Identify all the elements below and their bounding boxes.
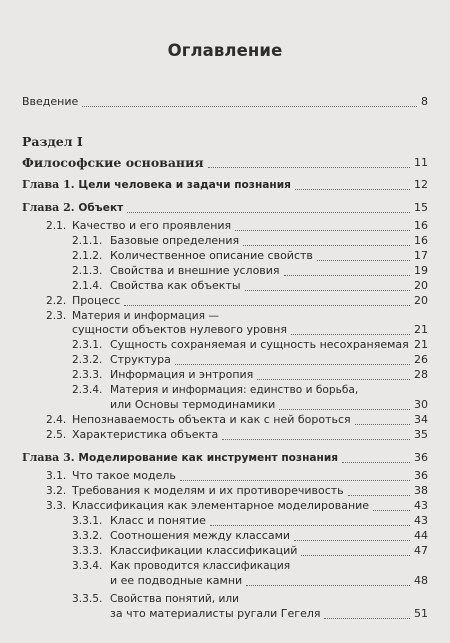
toc-entry-label: сущности объектов нулевого уровня	[72, 323, 287, 336]
toc-entry-number: 2.3.1.	[72, 339, 103, 351]
dot-leader	[355, 424, 410, 425]
toc-entry[interactable]	[0, 514, 450, 528]
dot-leader	[180, 480, 410, 481]
dot-leader	[342, 462, 410, 463]
toc-page-number: 36	[414, 469, 428, 482]
toc-entry-number: 3.3.1.	[72, 515, 103, 527]
toc-entry-number: 3.1.	[46, 470, 67, 482]
toc-page-number: 21	[414, 323, 428, 336]
toc-entry-number: 2.1.3.	[72, 265, 103, 277]
toc-page-number: 44	[414, 529, 428, 542]
chapter-title: Моделирование как инструмент познания	[78, 452, 339, 464]
toc-entry[interactable]	[0, 413, 450, 427]
dot-leader	[124, 305, 410, 306]
toc-entry-intro[interactable]	[0, 95, 450, 109]
page-title: Оглавление	[167, 41, 283, 60]
toc-page-number: 48	[414, 574, 428, 587]
dot-leader	[243, 245, 410, 246]
toc-page-number: 17	[414, 249, 428, 262]
chapter-title: Цели человека и задачи познания	[78, 179, 291, 191]
dot-leader	[295, 189, 410, 190]
toc-entry-label: Требования к моделям и их противоречивость	[72, 484, 344, 497]
toc-entry-label-line1: Свойства понятий, или	[110, 593, 240, 605]
toc-entry-label: Введение	[22, 95, 79, 108]
chapter-prefix: Глава 2.	[22, 201, 75, 214]
toc-entry-label-line1: Материя и информация —	[72, 310, 219, 322]
dot-leader	[301, 555, 410, 556]
toc-page-number: 35	[414, 428, 428, 441]
toc-entry[interactable]	[0, 279, 450, 293]
toc-page-number: 8	[421, 95, 428, 108]
toc-entry-chapter-2[interactable]	[0, 201, 450, 215]
dot-leader	[222, 439, 410, 440]
toc-page-number: 47	[414, 544, 428, 557]
chapter-prefix: Глава 3.	[22, 451, 75, 464]
toc-entry-number: 3.3.3.	[72, 545, 103, 557]
toc-page-number: 21	[414, 338, 428, 351]
toc-entry[interactable]	[0, 294, 450, 308]
toc-entry-number: 2.3.	[46, 310, 67, 322]
toc-entry[interactable]	[0, 469, 450, 483]
toc-entry-label: Сущность сохраняемая и сущность несохраняемая	[110, 338, 409, 351]
toc-page-number: 43	[414, 499, 428, 512]
toc-page-number: 19	[414, 264, 428, 277]
section-heading: Раздел I	[22, 134, 83, 149]
toc-entry-label: Процесс	[72, 294, 121, 307]
toc-page-number: 15	[414, 201, 428, 214]
toc-entry-label	[22, 178, 293, 192]
toc-entry[interactable]	[0, 323, 450, 337]
toc-entry-label	[22, 201, 125, 215]
toc-entry-number: 2.2.	[46, 295, 67, 307]
toc-page-number: 51	[414, 607, 428, 620]
chapter-title: Объект	[78, 202, 124, 214]
dot-leader	[373, 510, 410, 511]
dot-leader	[127, 212, 410, 213]
toc-entry-label: Характеристика объекта	[72, 428, 219, 441]
toc-entry-label: Информация и энтропия	[110, 368, 254, 381]
toc-entry-number: 2.3.3.	[72, 369, 103, 381]
dot-leader	[348, 495, 410, 496]
toc-entry-label: Что такое модель	[72, 469, 176, 482]
toc-entry-label: Базовые определения	[110, 234, 240, 247]
toc-entry-label: Непознаваемость объекта и как с ней бороться	[72, 413, 351, 426]
dot-leader	[208, 167, 410, 168]
toc-entry-label: Качество и его проявления	[72, 219, 232, 232]
toc-entry-number: 2.1.4.	[72, 280, 103, 292]
toc-entry[interactable]	[0, 484, 450, 498]
toc-page-number: 16	[414, 219, 428, 232]
toc-entry-number: 3.3.4.	[72, 560, 103, 572]
dot-leader	[284, 275, 410, 276]
toc-entry-number: 2.3.2.	[72, 354, 103, 366]
dot-leader	[175, 364, 410, 365]
toc-entry-chapter-1[interactable]	[0, 178, 450, 192]
toc-entry-label	[22, 451, 340, 465]
toc-entry-label: Классификация как элементарное моделирование	[72, 499, 370, 512]
dot-leader	[257, 379, 410, 380]
toc-page-number: 30	[414, 398, 428, 411]
toc-entry-label: Свойства как объекты	[110, 279, 241, 292]
dot-leader	[294, 540, 410, 541]
dot-leader	[245, 290, 410, 291]
toc-entry-number: 2.4.	[46, 414, 67, 426]
toc-entry[interactable]	[0, 499, 450, 513]
toc-page-number: 20	[414, 279, 428, 292]
toc-entry-label: Соотношения между классами	[110, 529, 291, 542]
toc-entry-label: или Основы термодинамики	[110, 398, 276, 411]
toc-page-number: 43	[414, 514, 428, 527]
toc-entry-label: Философские основания	[22, 155, 204, 170]
toc-page-number: 38	[414, 484, 428, 497]
toc-entry-label: Свойства и внешние условия	[110, 264, 280, 277]
toc-page-number: 20	[414, 294, 428, 307]
toc-entry-number: 3.3.	[46, 500, 67, 512]
toc-entry-label-line1: Материя и информация: единство и борьба,	[110, 384, 359, 396]
toc-entry[interactable]	[0, 544, 450, 558]
toc-entry-label: Количественное описание свойств	[110, 249, 313, 262]
dot-leader	[246, 585, 410, 586]
dot-leader	[279, 409, 410, 410]
toc-entry[interactable]	[0, 398, 450, 412]
toc-entry-number: 2.1.	[46, 220, 67, 232]
toc-page-number: 16	[414, 234, 428, 247]
toc-page-number: 26	[414, 353, 428, 366]
toc-entry-number: 2.3.4.	[72, 384, 103, 396]
toc-entry-label: Структура	[110, 353, 171, 366]
dot-leader	[210, 525, 410, 526]
dot-leader	[324, 618, 410, 619]
toc-page-number: 28	[414, 368, 428, 381]
toc-entry[interactable]	[0, 574, 450, 588]
toc-entry-label-line1: Как проводится классификация	[110, 560, 291, 572]
toc-page-number: 11	[414, 156, 428, 169]
toc-entry-label: Класс и понятие	[110, 514, 206, 527]
toc-entry[interactable]	[0, 338, 450, 352]
toc-entry-number: 3.2.	[46, 485, 67, 497]
chapter-prefix: Глава 1.	[22, 178, 75, 191]
toc-entry-chapter-3[interactable]	[0, 451, 450, 465]
toc-entry-number: 3.3.5.	[72, 593, 103, 605]
toc-entry-number: 2.1.2.	[72, 250, 103, 262]
toc-entry[interactable]	[0, 368, 450, 382]
dot-leader	[235, 230, 410, 231]
toc-entry-label: и ее подводные камни	[110, 574, 243, 587]
dot-leader	[82, 106, 417, 107]
toc-entry-label: Классификации классификаций	[110, 544, 298, 557]
toc-entry[interactable]	[0, 353, 450, 367]
toc-entry[interactable]	[0, 234, 450, 248]
toc-entry-number: 2.5.	[46, 429, 67, 441]
toc-page-number: 12	[414, 178, 428, 191]
toc-entry-number: 2.1.1.	[72, 235, 103, 247]
toc-entry-section[interactable]	[0, 155, 450, 171]
dot-leader	[317, 260, 410, 261]
toc-entry[interactable]	[0, 529, 450, 543]
dot-leader	[291, 334, 410, 335]
toc-page-number: 34	[414, 413, 428, 426]
toc-entry-label: за что материалисты ругали Гегеля	[110, 607, 321, 620]
toc-entry[interactable]	[0, 264, 450, 278]
toc-entry[interactable]	[0, 219, 450, 233]
toc-page-number: 36	[414, 451, 428, 464]
toc-entry[interactable]	[0, 428, 450, 442]
toc-entry[interactable]	[0, 249, 450, 263]
toc-entry[interactable]	[0, 607, 450, 621]
toc-entry-number: 3.3.2.	[72, 530, 103, 542]
